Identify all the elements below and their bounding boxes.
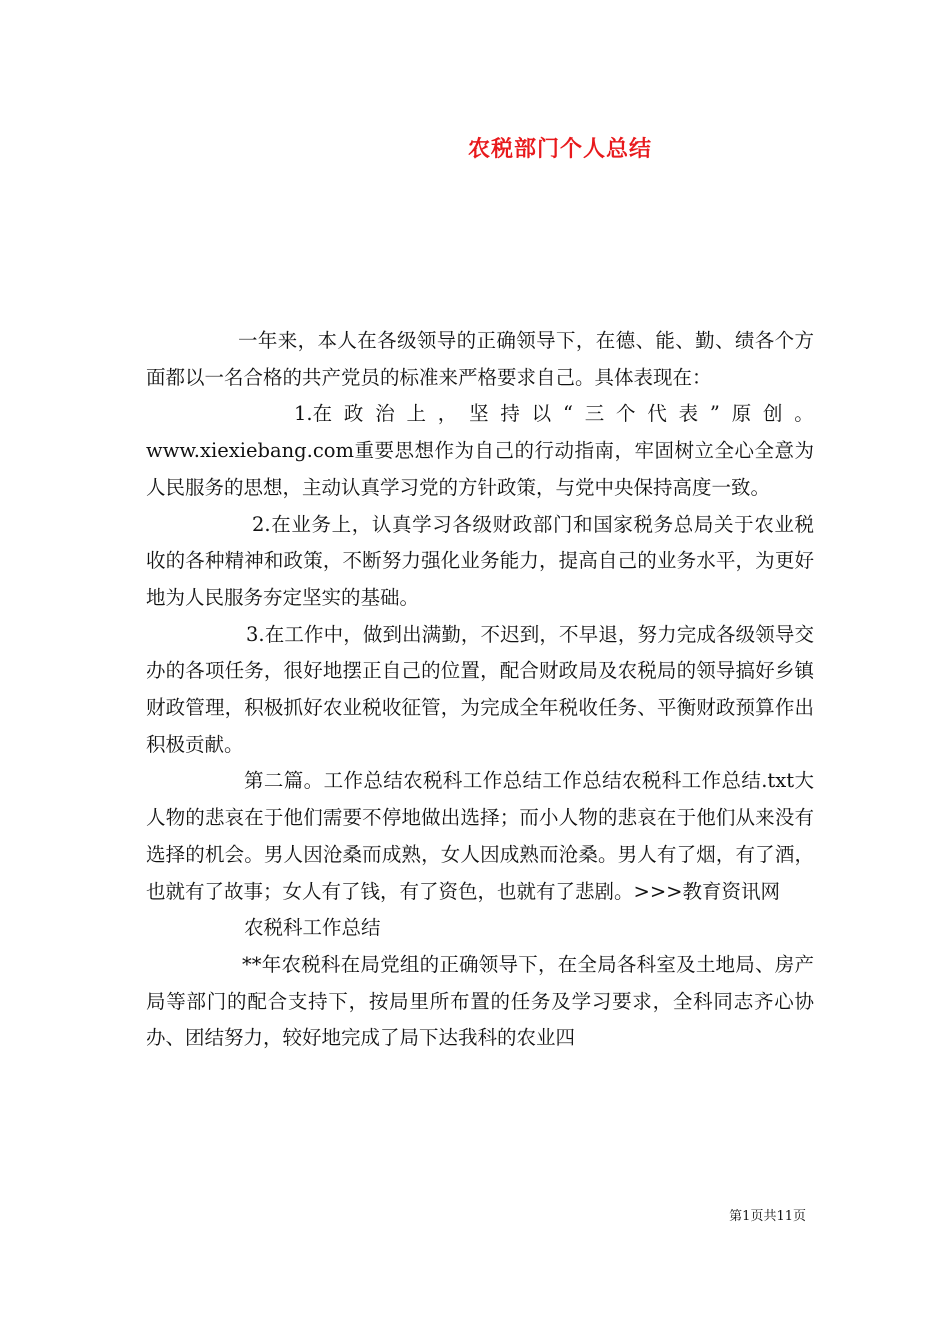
spaced-token: 表 (678, 402, 699, 426)
paragraph-business: 2.在业务上，认真学习各级财政部门和国家税务总局关于农业税收的各种精神和政策，不断努力强化业务能力，提高自己的业务水平，为更好地为人民服务夯定坚实的基础。 (146, 512, 814, 609)
page-indicator: 第1页共11页 (729, 1209, 806, 1224)
spaced-token: 上 (406, 402, 426, 426)
spaced-token: 治 (375, 402, 395, 426)
spaced-token: 。 (794, 402, 814, 426)
paragraph-second-article: 第二篇。工作总结农税科工作总结工作总结农税科工作总结.txt大人物的悲哀在于他们需要不停地做出选择；而小人物的悲哀在于他们从来没有选择的机会。男人因沧桑而成熟，女人因成熟而沧桑。男人有了烟，有了酒，也就有了故事；女人有了钱，有了资色，也就有了悲剧。>>>教育资讯网 (146, 769, 814, 903)
spaced-token: 创 (762, 402, 783, 426)
spaced-token: 坚 (469, 402, 489, 426)
spaced-token: 代 (647, 402, 667, 426)
spaced-token: 持 (500, 402, 520, 426)
document-body (146, 323, 814, 1057)
spaced-token: 三 (584, 402, 605, 426)
spaced-token: 原 (731, 402, 752, 426)
spaced-token: 个 (616, 402, 636, 426)
document-title: 农税部门个人总结 (467, 136, 652, 162)
spaced-token: ， (437, 402, 458, 426)
paragraph-summary: **年农税科在局党组的正确领导下，在全局各科室及土地局、房产局等部门的配合支持下，按局里所布置的任务及学习要求，全科同志齐心协办、团结努力，较好地完成了局下达我科的农业四 (146, 952, 814, 1050)
spaced-token: ” (709, 402, 720, 426)
spaced-token: 以 (531, 402, 552, 426)
paragraph-intro: 一年来，本人在各级领导的正确领导下，在德、能、勤、绩各个方面都以一名合格的共产党员的标准来严格要求自己。具体表现在： (146, 329, 814, 389)
spaced-token: 1.在 (294, 402, 333, 426)
paragraph-politics: www.xiexiebang.com重要思想作为自己的行动指南，牢固树立全心全意为人民服务的思想，主动认真学习党的方针政策，与党中央保持高度一致。 (146, 439, 814, 499)
section-heading: 农税科工作总结 (244, 916, 381, 940)
spaced-token: 政 (343, 402, 364, 426)
spaced-token: “ (562, 402, 573, 426)
paragraph-politics-first-line (146, 396, 814, 433)
paragraph-work: 3.在工作中，做到出满勤，不迟到，不早退，努力完成各级领导交办的各项任务，很好地摆正自己的位置，配合财政局及农税局的领导搞好乡镇财政管理，积极抓好农业税收征管，为完成全年税收任务、平衡财政预算作出积极贡献。 (146, 622, 814, 756)
